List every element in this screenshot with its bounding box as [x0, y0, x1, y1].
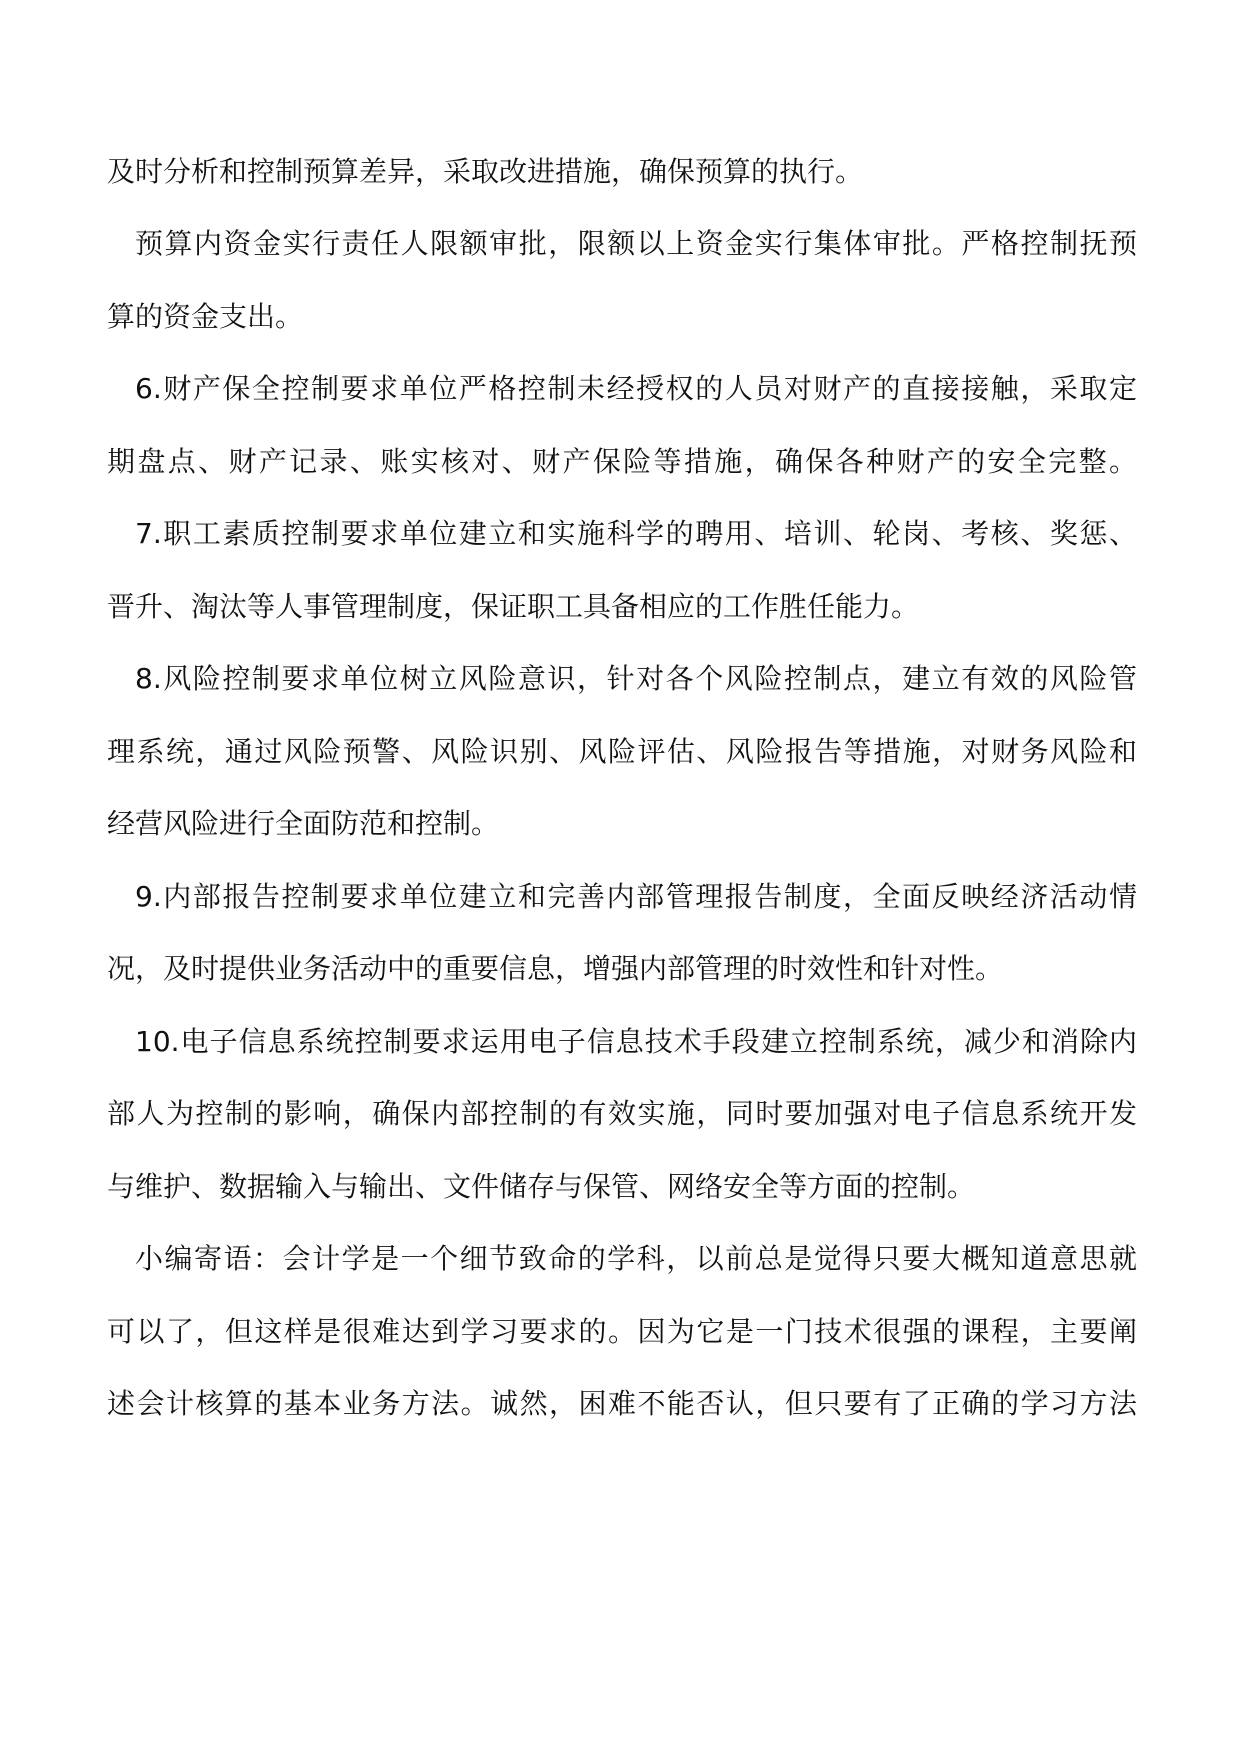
- text-line: 述会计核算的基本业务方法。诚然，困难不能否认，但只要有了正确的学习方法: [107, 1387, 1137, 1420]
- text-line: 7.职工素质控制要求单位建立和实施科学的聘用、培训、轮岗、考核、奖惩、: [135, 517, 1137, 550]
- text-line: 小编寄语：会计学是一个细节致命的学科，以前总是觉得只要大概知道意思就: [135, 1242, 1137, 1275]
- text-line: 算的资金支出。: [107, 300, 304, 333]
- text-line: 经营风险进行全面防范和控制。: [107, 807, 500, 840]
- text-line: 理系统，通过风险预警、风险识别、风险评估、风险报告等措施，对财务风险和: [107, 735, 1137, 768]
- text-line: 与维护、数据输入与输出、文件储存与保管、网络安全等方面的控制。: [107, 1170, 976, 1203]
- text-line: 预算内资金实行责任人限额审批，限额以上资金实行集体审批。严格控制抚预: [135, 227, 1137, 260]
- text-line: 8.风险控制要求单位树立风险意识，针对各个风险控制点，建立有效的风险管: [135, 662, 1137, 695]
- text-line: 期盘点、财产记录、账实核对、财产保险等措施，确保各种财产的安全完整。: [107, 445, 1137, 478]
- text-line: 6.财产保全控制要求单位严格控制未经授权的人员对财产的直接接触，采取定: [135, 372, 1137, 405]
- text-line: 10.电子信息系统控制要求运用电子信息技术手段建立控制系统，减少和消除内: [135, 1025, 1137, 1058]
- text-line: 9.内部报告控制要求单位建立和完善内部管理报告制度，全面反映经济活动情: [135, 880, 1137, 913]
- text-line: 况，及时提供业务活动中的重要信息，增强内部管理的时效性和针对性。: [107, 952, 1004, 985]
- text-line: 可以了，但这样是很难达到学习要求的。因为它是一门技术很强的课程，主要阐: [107, 1315, 1137, 1348]
- text-line: 晋升、淘汰等人事管理制度，保证职工具备相应的工作胜任能力。: [107, 590, 920, 623]
- text-line: 及时分析和控制预算差异，采取改进措施，确保预算的执行。: [107, 155, 864, 188]
- text-line: 部人为控制的影响，确保内部控制的有效实施，同时要加强对电子信息系统开发: [107, 1097, 1137, 1130]
